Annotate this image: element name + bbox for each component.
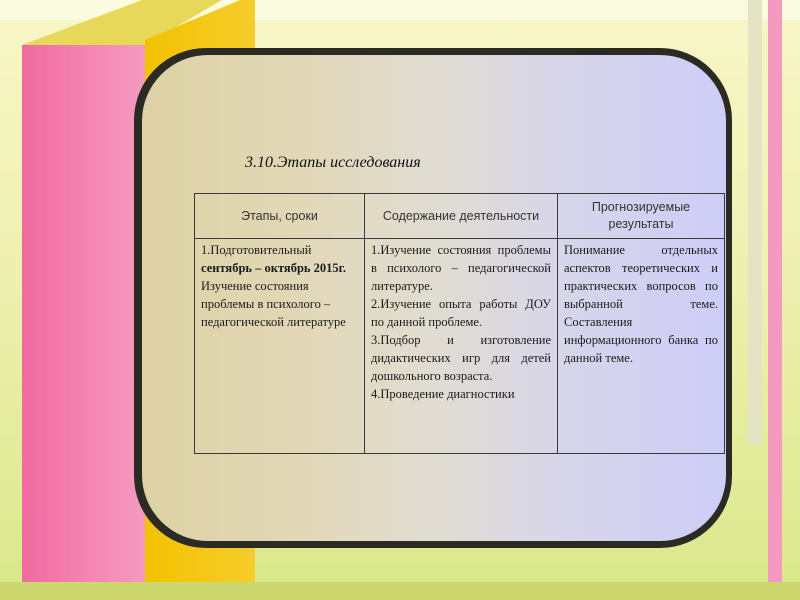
stage-dates: сентябрь – октябрь 2015г. — [201, 261, 347, 275]
decor-right-stripe — [748, 0, 762, 445]
content-item: 2.Изучение опыта работы ДОУ по данной проблеме. — [371, 297, 551, 329]
content-item: 1.Изучение состояния проблемы в психолого – педагогической литературе. — [371, 243, 551, 293]
cell-content — [365, 239, 558, 454]
decor-right-pink-stripe — [768, 0, 782, 600]
slide-title: 3.10.Этапы исследования — [245, 154, 421, 171]
content-item: 4.Проведение диагностики — [371, 387, 515, 401]
decor-pink-block — [22, 45, 150, 600]
research-stages-table — [194, 193, 725, 454]
content-item: 3.Подбор и изготовление дидактических игр для детей дошкольного возраста. — [371, 333, 551, 383]
cell-stage — [195, 239, 365, 454]
header-stages: Этапы, сроки — [195, 194, 365, 239]
stage-description: Изучение состояния проблемы в психолого – педагогической литературе — [201, 279, 346, 329]
stage-name: 1.Подготовительный — [201, 243, 312, 257]
header-results: Прогнозируемые результаты — [558, 194, 725, 239]
cell-results — [558, 239, 725, 454]
results-text: Понимание отдельных аспектов теоретических и практических вопросов по выбранной теме. Составления информационного банка по данной теме. — [564, 243, 718, 365]
table-row — [195, 239, 725, 454]
decor-bottom-band — [0, 582, 800, 600]
header-content: Содержание деятельности — [365, 194, 558, 239]
table-header-row — [195, 194, 725, 239]
